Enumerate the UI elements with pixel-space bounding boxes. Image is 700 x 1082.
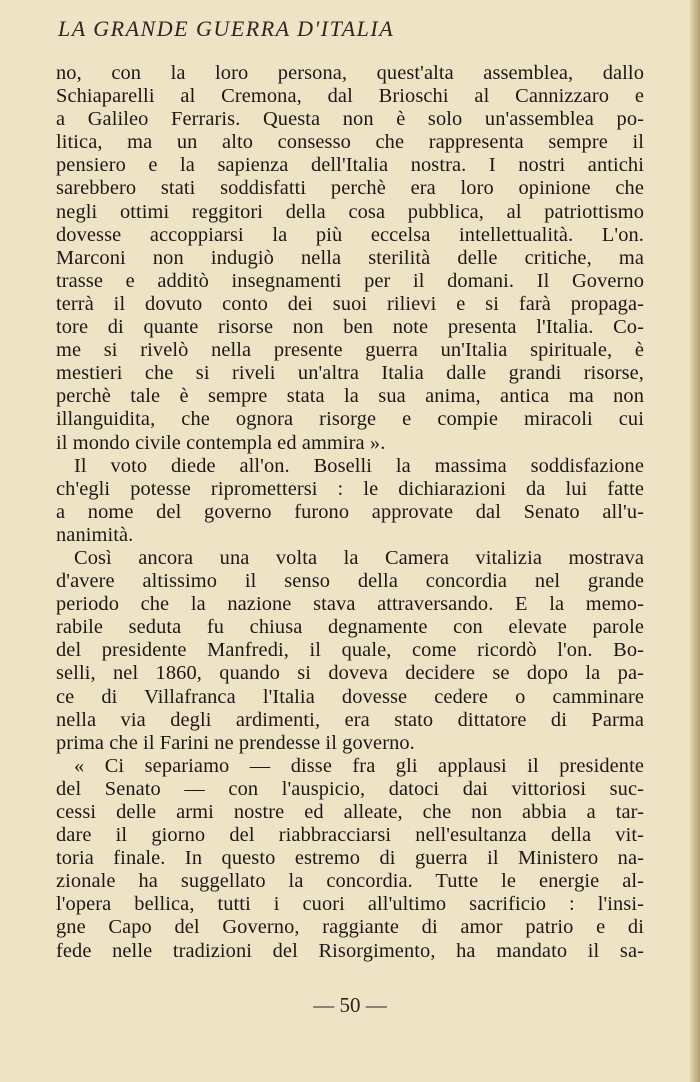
text-line: nanimità. — [56, 523, 134, 546]
text-line: del Senato — con l'auspicio, datoci dai vittoriosi suc- — [56, 777, 644, 800]
text-line: prima che il Farini ne prendesse il governo. — [56, 731, 415, 754]
text-line: trasse e additò insegnamenti per il domani. Il Governo — [56, 269, 644, 292]
text-line: negli ottimi reggitori della cosa pubblica, al patriottismo — [56, 200, 644, 223]
text-line: gne Capo del Governo, raggiante di amor patrio e di — [56, 916, 644, 939]
text-line: mestieri che si riveli un'altra Italia dalle grandi risorse, — [56, 362, 644, 385]
text-line: rabile seduta fu chiusa degnamente con elevate parole — [56, 616, 644, 639]
text-line: zionale ha suggellato la concordia. Tutte le energie al- — [56, 870, 644, 893]
text-line: l'opera bellica, tutti i cuori all'ultimo sacrificio : l'insi- — [56, 893, 644, 916]
text-line: sarebbero stati soddisfatti perchè era loro opinione che — [56, 177, 644, 200]
text-line: a Galileo Ferraris. Questa non è solo un'assemblea po- — [56, 108, 644, 131]
text-line: Marconi non indugiò nella sterilità delle critiche, ma — [56, 246, 644, 269]
text-line: del presidente Manfredi, il quale, come ricordò l'on. Bo- — [56, 639, 644, 662]
text-line: a nome del governo furono approvate dal Senato all'u- — [56, 500, 644, 523]
text-line: Il voto diede all'on. Boselli la massima soddisfazione — [74, 454, 644, 477]
text-line: terrà il dovuto conto dei suoi rilievi e si farà propaga- — [56, 292, 644, 315]
text-line: ce di Villafranca l'Italia dovesse cedere o camminare — [56, 685, 644, 708]
text-line: perchè tale è sempre stata la sua anima, antica ma non — [56, 385, 644, 408]
text-line: Così ancora una volta la Camera vitalizia mostrava — [74, 546, 644, 569]
text-line: toria finale. In questo estremo di guerra il Ministero na- — [56, 847, 644, 870]
text-line: il mondo civile contempla ed ammira ». — [56, 431, 386, 454]
page-edge — [690, 0, 700, 1082]
text-line: dare il giorno del riabbracciarsi nell'esultanza della vit- — [56, 824, 644, 847]
page-number: — 50 — — [313, 993, 387, 1017]
text-line: periodo che la nazione stava attraversando. E la memo- — [56, 593, 644, 616]
text-line: dovesse accoppiarsi la più eccelsa intellettualità. L'on. — [56, 223, 644, 246]
text-line: selli, nel 1860, quando si doveva decidere se dopo la pa- — [56, 662, 644, 685]
text-line: illanguidita, che ognora risorge e compie miracoli cui — [56, 408, 644, 431]
text-line: tore di quante risorse non ben note presenta l'Italia. Co- — [56, 316, 644, 339]
text-line: d'avere altissimo il senso della concordia nel grande — [56, 570, 644, 593]
text-line: Schiaparelli al Cremona, dal Brioschi al Cannizzaro e — [56, 85, 644, 108]
text-line: pensiero e la sapienza dell'Italia nostra. I nostri antichi — [56, 154, 644, 177]
text-line: me si rivelò nella presente guerra un'Italia spirituale, è — [56, 339, 644, 362]
text-line: cessi delle armi nostre ed alleate, che non abbia a tar- — [56, 801, 644, 823]
text-line: « Ci separiamo — disse fra gli applausi il presidente — [74, 754, 644, 777]
text-line: no, con la loro persona, quest'alta assemblea, dallo — [56, 62, 644, 84]
text-line: nella via degli ardimenti, era stato dittatore di Parma — [56, 708, 644, 731]
text-line: fede nelle tradizioni del Risorgimento, ha mandato il sa- — [56, 939, 644, 962]
body-text — [56, 62, 644, 963]
running-head: LA GRANDE GUERRA D'ITALIA — [58, 16, 395, 41]
text-line: ch'egli potesse ripromettersi : le dichiarazioni da lui fatte — [56, 477, 644, 500]
text-line: litica, ma un alto consesso che rappresenta sempre il — [56, 131, 644, 154]
